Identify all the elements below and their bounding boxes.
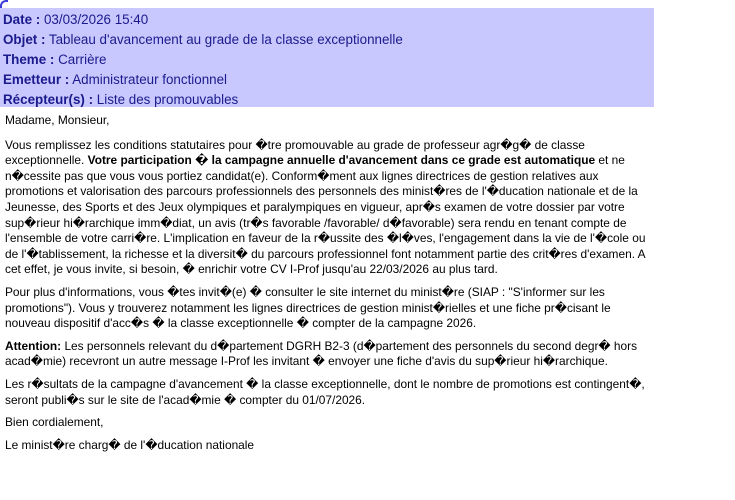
greeting: Madame, Monsieur, [5,113,110,127]
paragraph-information: Pour plus d'informations, vous �tes invit�(e) � consulter le site internet du minist�re (SIAP : "S'informer sur les promotions"). Vous y trouverez notamment les lignes directrices de gestion minist�rielles et une fiche pr�cisant le nouveau dispositif d'acc�s � la classe exceptionnelle � compter de la campagne 2026. [5,284,611,331]
objet-label: Objet : [3,32,46,47]
paragraph-1-rest: et ne n�cessite pas que vous vous portiez candidat(e). Conform�ment aux lignes directrices de gestion relatives aux promotions et valorisation des parcours professionnels des personnels des minist�res de l'�ducation nationale et de la Jeunesse, des Sports et des Jeux olympiques et paralympiques en vigueur, apr�s examen de votre dossier par votre sup�rieur hi�rarchique imm�diat, un avis (tr�s favorable /favorable/ d�favorable) sera rendu en tenant compte de l'ensemble de votre carri�re. L'implication en faveur de la r�ussite des �l�ves, l'engagement dans la vie de l'�cole ou de l'�tablissement, la richesse et la diversit� du parcours professionnel font notamment partie des crit�res d'examen. A cet effet, je vous invite, si besoin, � enrichir votre CV I-Prof jusqu'au 22/03/2026 au plus tard. [5,153,646,277]
message-body [5,113,655,460]
date-value: 03/03/2026 15:40 [43,12,149,27]
paragraph-attention [5,339,655,370]
attention-text: Les personnels relevant du d�partement DGRH B2-3 (d�partement des personnels du second degr� hors acad�mie) recevront un autre message I-Prof les invitant � envoyer une fiche d'avis du sup�rieur hi�rarchique. [5,338,638,369]
emetteur-row [0,70,654,90]
emetteur-label: Emetteur : [3,72,70,87]
window-corner-decoration [0,0,8,8]
objet-row [0,30,654,50]
objet-value: Tableau d'avancement au grade de la classe exceptionnelle [48,32,403,47]
closing: Bien cordialement, [5,415,104,430]
theme-row [0,50,654,70]
paragraph-participation [5,138,655,278]
theme-value: Carrière [58,52,107,67]
message-header [0,8,654,107]
recepteur-value: Liste des promouvables [96,92,239,107]
theme-label: Theme : [3,52,55,67]
emetteur-value: Administrateur fonctionnel [72,72,228,87]
signature: Le minist�re charg� de l'�ducation nationale [5,437,255,452]
recepteur-row [0,90,654,110]
attention-label: Attention: [5,338,62,353]
paragraph-1-bold: Votre participation � la campagne annuelle d'avancement dans ce grade est automatique [87,153,596,168]
date-label: Date : [3,12,41,27]
paragraph-1-intro: Vous remplissez les conditions statutaires pour �tre promouvable au grade de professeur agr�g� de classe exceptionnelle. [5,137,585,168]
date-row [0,10,654,30]
recepteur-label: Récepteur(s) : [3,92,94,107]
paragraph-results: Les r�sultats de la campagne d'avancement � la classe exceptionnelle, dont le nombre de promotions est contingent�, seront publi�s sur le site de l'acad�mie � compter du 01/07/2026. [5,376,645,407]
